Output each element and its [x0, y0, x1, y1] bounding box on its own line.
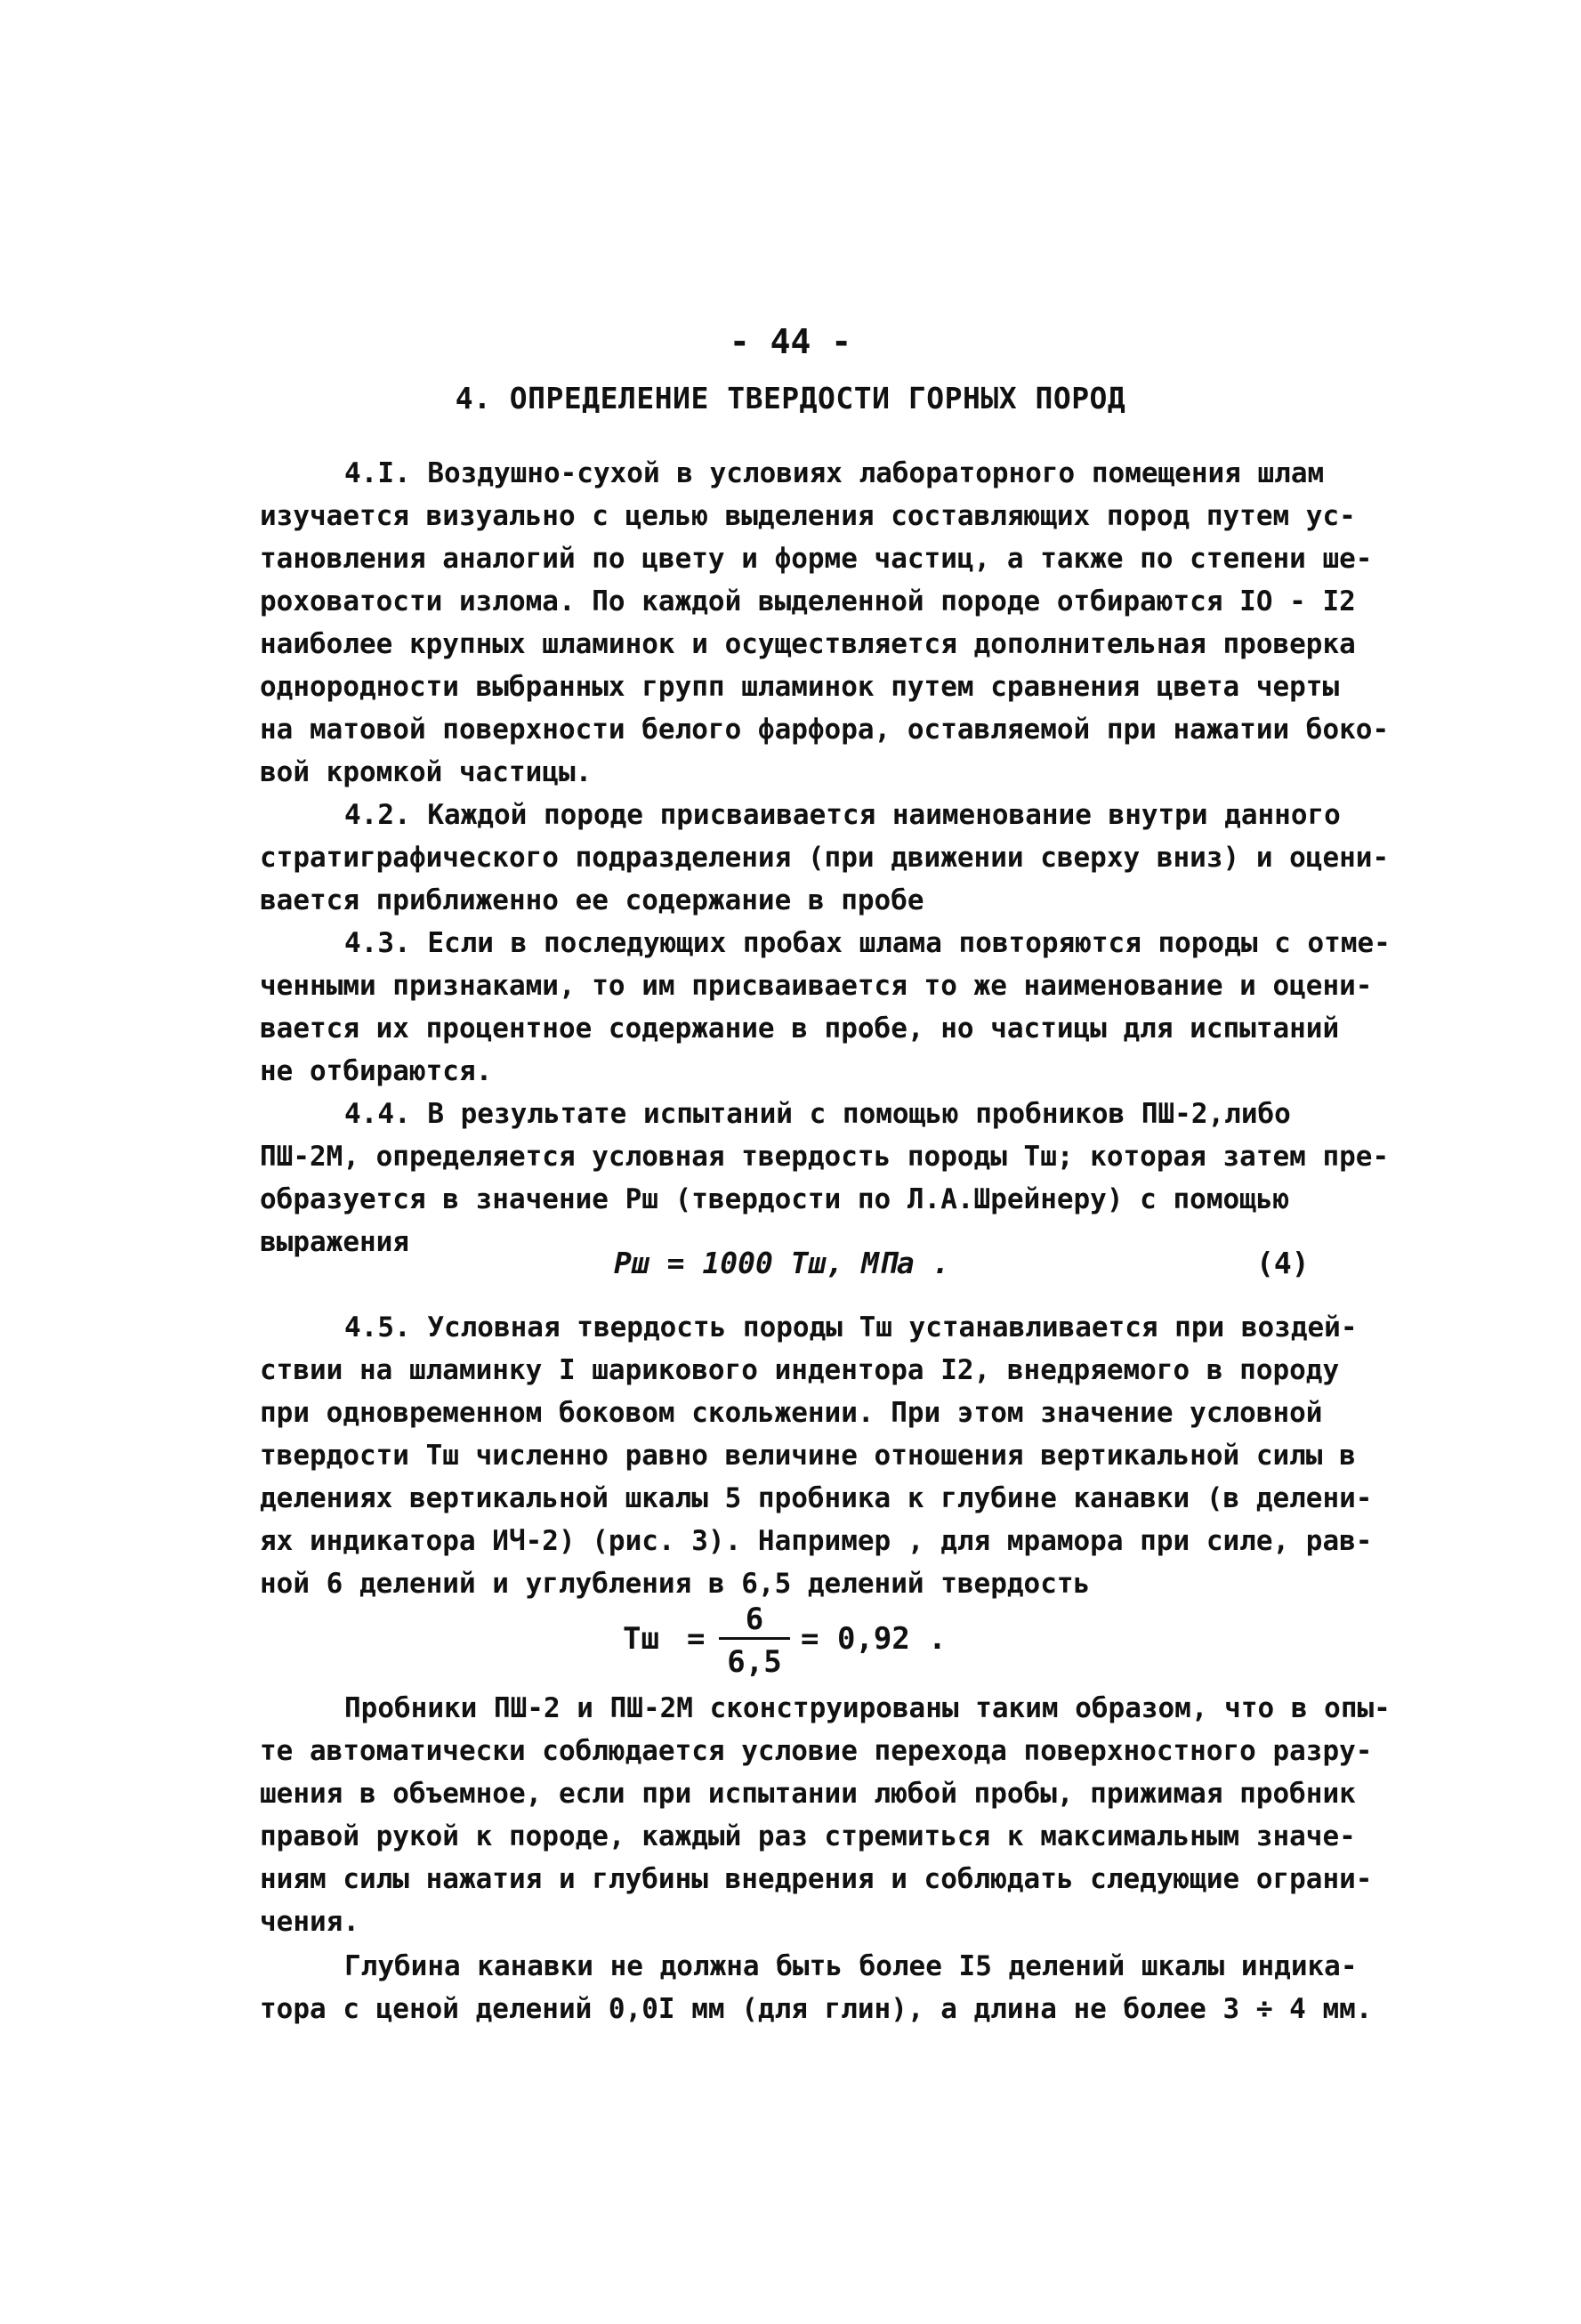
fraction-denominator: 6,5 [727, 1644, 782, 1680]
text-line: чения. [260, 1906, 359, 1938]
text-line: ной 6 делений и углубления в 6,5 делений твердость [260, 1568, 1091, 1600]
text-line: при одновременном боковом скольжении. При этом значение условной [260, 1397, 1323, 1429]
fraction-bar [719, 1637, 790, 1640]
text-line: 4.5. Условная твердость породы Tш устанавливается при воздей- [344, 1311, 1358, 1344]
text-line: ствии на шламинку I шарикового индентора I2, внедряемого в породу [260, 1354, 1340, 1386]
formula-result: = 0,92 . [801, 1621, 947, 1657]
text-line: ченными признаками, то им присваивается то же наименование и оцени- [260, 970, 1373, 1002]
text-line: 4.3. Если в последующих пробах шлама повторяются породы с отме- [344, 927, 1391, 959]
text-line: изучается визуально с целью выделения составляющих пород путем ус- [260, 500, 1356, 532]
text-line: однородности выбранных групп шламинок путем сравнения цвета черты [260, 671, 1340, 703]
text-line: 4.2. Каждой породе присваивается наименование внутри данного [344, 799, 1341, 831]
text-line: твердости Tш численно равно величине отношения вертикальной силы в [260, 1440, 1356, 1472]
text-line: ПШ-2М, определяется условная твердость породы Tш; которая затем пре- [260, 1141, 1390, 1173]
text-line: ниям силы нажатия и глубины внедрения и соблюдать следующие ограни- [260, 1863, 1373, 1895]
paragraph-probes [260, 1687, 1390, 1943]
text-line: тора с ценой делений 0,0I мм (для глин), а длина не более 3 ÷ 4 мм. [260, 1993, 1373, 2025]
text-line: Глубина канавки не должна быть более I5 делений шкалы индика- [344, 1950, 1358, 1982]
text-line: 4.4. В результате испытаний с помощью пробников ПШ-2,либо [344, 1098, 1291, 1130]
text-line: Пробники ПШ-2 и ПШ-2М сконструированы таким образом, что в опы- [344, 1692, 1391, 1724]
text-line: делениях вертикальной шкалы 5 пробника к глубине канавки (в делени- [260, 1482, 1373, 1514]
text-line: тановления аналогий по цвету и форме частиц, а также по степени ше- [260, 543, 1373, 575]
text-line: ях индикатора ИЧ-2) (рис. 3). Например , для мрамора при силе, рав- [260, 1525, 1373, 1557]
text-line: вается их процентное содержание в пробе, но частицы для испытаний [260, 1013, 1340, 1045]
fraction [719, 1602, 790, 1691]
text-line: вой кромкой частицы. [260, 756, 593, 788]
paragraph-4-1 [260, 452, 1390, 794]
formula-equals: = [687, 1621, 706, 1657]
text-line: на матовой поверхности белого фарфора, оставляемой при нажатии боко- [260, 714, 1390, 746]
text-line: 4.I. Воздушно-сухой в условиях лабораторного помещения шлам [344, 457, 1325, 489]
section-heading: 4. ОПРЕДЕЛЕНИЕ ТВЕРДОСТИ ГОРНЫХ ПОРОД [455, 381, 1126, 416]
text-line: правой рукой к породе, каждый раз стремиться к максимальным значе- [260, 1820, 1356, 1852]
text-line: не отбираются. [260, 1055, 493, 1087]
text-line: стратиграфического подразделения (при движении сверху вниз) и оцени- [260, 842, 1390, 874]
text-line: наиболее крупных шламинок и осуществляется дополнительная проверка [260, 628, 1356, 660]
text-line: вается приближенно ее содержание в пробе [260, 884, 924, 916]
paragraph-4-2 [260, 794, 1390, 922]
fraction-numerator: 6 [745, 1602, 764, 1637]
paragraph-depth [260, 1945, 1390, 2030]
text-line: роховатости излома. По каждой выделенной породе отбираются IO - I2 [260, 585, 1356, 617]
paragraph-4-3 [260, 922, 1390, 1093]
page-number: - 44 - [729, 322, 852, 361]
text-line: выражения [260, 1226, 409, 1258]
paragraph-4-5 [260, 1306, 1390, 1605]
paragraph-4-4 [260, 1093, 1390, 1263]
formula-lhs: Tш [623, 1621, 659, 1657]
text-line: те автоматически соблюдается условие перехода поверхностного разру- [260, 1735, 1373, 1767]
text-line: шения в объемное, если при испытании любой пробы, прижимая пробник [260, 1778, 1356, 1810]
text-line: образуется в значение Pш (твердости по Л.А.Шрейнеру) с помощью [260, 1183, 1290, 1215]
formula-number: (4) [1256, 1246, 1310, 1280]
formula-4: Pш = 1000 Tш, МПа . [614, 1246, 950, 1280]
